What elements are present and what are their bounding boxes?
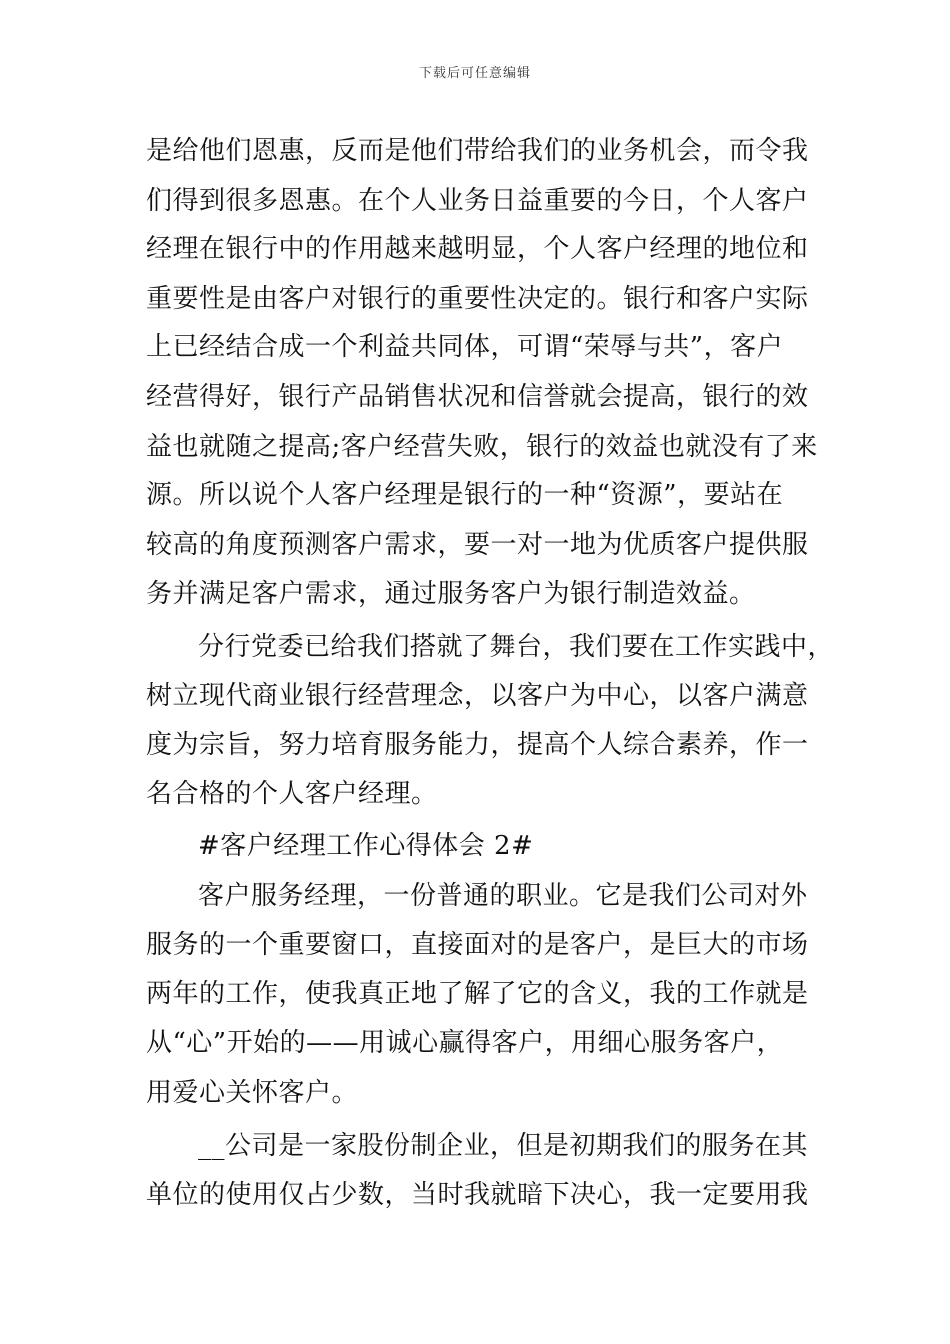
text-line: 服务的一个重要窗口，直接面对的是客户，是巨大的市场 <box>146 930 809 960</box>
text-line: 单位的使用仅占少数，当时我就暗下决心，我一定要用我 <box>146 1180 809 1210</box>
text-line: 重要性是由客户对银行的重要性决定的。银行和客户实际 <box>146 284 809 314</box>
page-header: 下载后可任意编辑 <box>418 66 531 81</box>
text-line: 经理在银行中的作用越来越明显，个人客户经理的地位和 <box>146 234 809 264</box>
text-line: 经营得好，银行产品销售状况和信誉就会提高，银行的效 <box>146 382 809 412</box>
text-line: 上已经结合成一个利益共同体，可谓“荣辱与共”，客户 <box>146 332 784 362</box>
text-line: 源。所以说个人客户经理是银行的一种“资源”，要站在 <box>146 480 784 510</box>
text-line: 分行党委已给我们搭就了舞台，我们要在工作实践中， <box>198 632 835 662</box>
text-line: 们得到很多恩惠。在个人业务日益重要的今日，个人客户 <box>146 186 809 216</box>
text-line: 较高的角度预测客户需求，要一对一地为优质客户提供服 <box>146 530 809 560</box>
text-line: 益也就随之提高;客户经营失败，银行的效益也就没有了来 <box>146 432 818 462</box>
text-line: 从“心”开始的——用诚心赢得客户，用细心服务客户， <box>146 1028 784 1058</box>
section-heading: #客户经理工作心得体会 2# <box>198 831 534 861</box>
text-line: __公司是一家股份制企业，但是初期我们的服务在其 <box>198 1131 809 1161</box>
text-line: 树立现代商业银行经营理念，以客户为中心，以客户满意 <box>146 681 809 711</box>
text-line: 务并满足客户需求，通过服务客户为银行制造效益。 <box>146 579 756 609</box>
text-line: 度为宗旨，努力培育服务能力，提高个人综合素养，作一 <box>146 730 809 760</box>
text-line: 客户服务经理，一份普通的职业。它是我们公司对外 <box>198 881 808 911</box>
text-line: 是给他们恩惠，反而是他们带给我们的业务机会，而令我 <box>146 136 809 166</box>
text-line: 用爱心关怀客户。 <box>146 1078 359 1108</box>
text-line: 名合格的个人客户经理。 <box>146 779 438 809</box>
text-line: 两年的工作，使我真正地了解了它的含义，我的工作就是 <box>146 979 809 1009</box>
